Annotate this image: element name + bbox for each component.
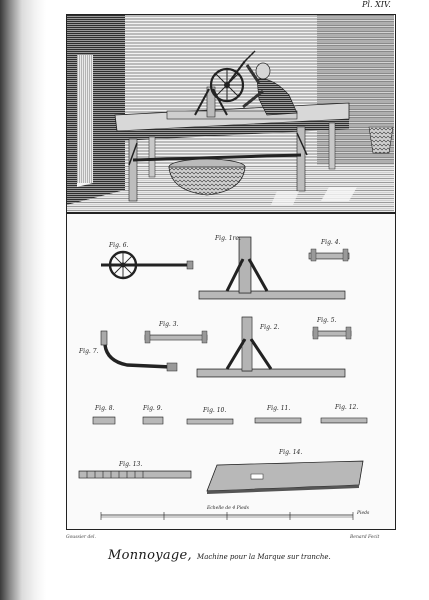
fig-12-label: Fig. 12. [335, 404, 359, 411]
fig-4-drawing [309, 249, 349, 261]
scale-unit: Pieds [357, 511, 370, 516]
small-parts-drawings [93, 417, 367, 424]
fig-4-label: Fig. 4. [321, 239, 341, 246]
fig-5-label: Fig. 5. [317, 317, 337, 324]
fig-11-label: Fig. 11. [267, 405, 291, 412]
title-main: Monnoyage, [108, 548, 192, 563]
credit-left: Goussier del. [66, 535, 96, 540]
scale-label: Echelle de 4 Pieds [207, 506, 249, 511]
fig-14-label: Fig. 14. [279, 449, 303, 456]
workshop-vignette [67, 15, 394, 212]
fig-6-drawing [101, 252, 193, 278]
fig-1-label: Fig. 1re. [215, 235, 241, 242]
fig-10-label: Fig. 10. [203, 407, 227, 414]
book-spine-shadow [0, 0, 46, 600]
fig-5-drawing [313, 327, 351, 339]
fig-13-label: Fig. 13. [119, 461, 143, 468]
workshop-engraving [67, 15, 394, 212]
scale-bar [101, 512, 353, 520]
fig-9-label: Fig. 9. [143, 405, 163, 412]
credit-right: Benard Fecit [350, 535, 380, 540]
figure-panel [67, 215, 394, 527]
fig-14-drawing [207, 461, 363, 494]
title-sub: Machine pour la Marque sur tranche. [197, 553, 331, 561]
fig-7-label: Fig. 7. [79, 348, 99, 355]
fig-3-drawing [145, 331, 207, 343]
plate-title [108, 544, 331, 563]
fig-1-drawing [199, 237, 345, 299]
plate-number: Pl. XIV. [362, 0, 391, 9]
plate-divider [66, 212, 396, 214]
figure-drawings [67, 215, 394, 527]
fig-3-label: Fig. 3. [159, 321, 179, 328]
fig-6-label: Fig. 6. [109, 242, 129, 249]
fig-2-label: Fig. 2. [260, 324, 280, 331]
fig-13-drawing [79, 471, 191, 478]
fig-8-label: Fig. 8. [95, 405, 115, 412]
